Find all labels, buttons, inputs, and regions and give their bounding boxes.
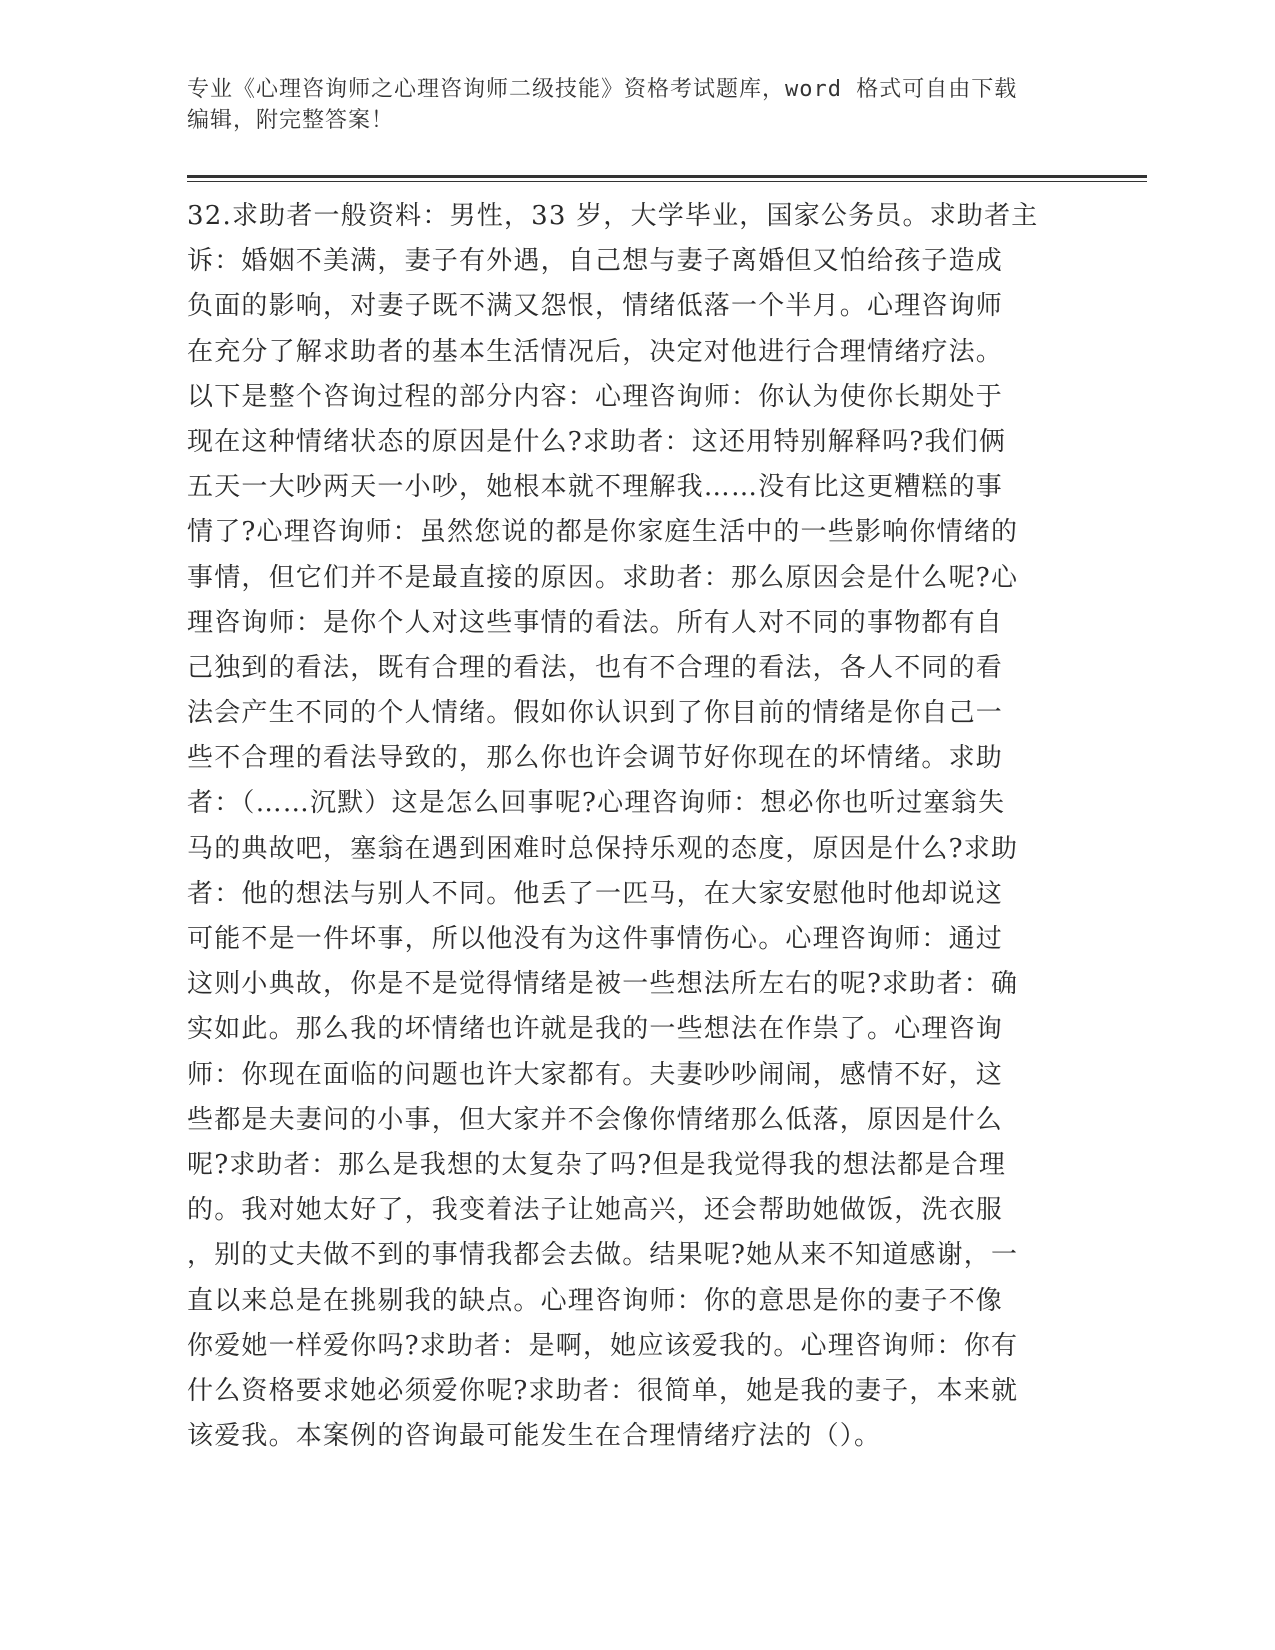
question-32-text bbox=[187, 194, 1067, 1459]
header-line-1: 专业《心理咨询师之心理咨询师二级技能》资格考试题库，word 格式可自由下载 bbox=[187, 77, 1018, 102]
question-line: 在充分了解求助者的基本生活情况后，决定对他进行合理情绪疗法。 bbox=[187, 336, 1004, 367]
question-line: 负面的影响，对妻子既不满又怨恨，情绪低落一个半月。心理咨询师 bbox=[187, 291, 1004, 322]
question-line: 现在这种情绪状态的原因是什么?求助者：这还用特别解释吗?我们俩 bbox=[187, 426, 1007, 457]
question-line: 五天一大吵两天一小吵，她根本就不理解我……没有比这更糟糕的事 bbox=[187, 472, 1004, 503]
question-line: 32.求助者一般资料：男性，33 岁，大学毕业，国家公务员。求助者主 bbox=[187, 201, 1039, 231]
question-line: 师：你现在面临的问题也许大家都有。夫妻吵吵闹闹，感情不好，这 bbox=[187, 1059, 1004, 1090]
question-line: 情了?心理咨询师：虽然您说的都是你家庭生活中的一些影响你情绪的 bbox=[187, 517, 1019, 548]
question-line: 的。我对她太好了，我变着法子让她高兴，还会帮助她做饭，洗衣服 bbox=[187, 1195, 1004, 1226]
question-line: 己独到的看法，既有合理的看法，也有不合理的看法，各人不同的看 bbox=[187, 652, 1004, 683]
question-line: 马的典故吧，塞翁在遇到困难时总保持乐观的态度，原因是什么?求助 bbox=[187, 833, 1019, 864]
question-line: 诉：婚姻不美满，妻子有外遇，自己想与妻子离婚但又怕给孩子造成 bbox=[187, 246, 1004, 277]
question-line: 些不合理的看法导致的，那么你也许会调节好你现在的坏情绪。求助 bbox=[187, 743, 1004, 774]
header-line-2: 编辑，附完整答案！ bbox=[187, 108, 395, 133]
question-line: 可能不是一件坏事，所以他没有为这件事情伤心。心理咨询师：通过 bbox=[187, 924, 1004, 954]
question-line: 者：他的想法与别人不同。他丢了一匹马，在大家安慰他时他却说这 bbox=[187, 878, 1004, 909]
question-line: 者：（……沉默）这是怎么回事呢?心理咨询师：想必你也听过塞翁失 bbox=[187, 788, 1006, 819]
question-line: 你爱她一样爱你吗?求助者：是啊，她应该爱我的。心理咨询师：你有 bbox=[187, 1330, 1019, 1361]
question-line: 直以来总是在挑剔我的缺点。心理咨询师：你的意思是你的妻子不像 bbox=[187, 1285, 1004, 1316]
question-line: 法会产生不同的个人情绪。假如你认识到了你目前的情绪是你自己一 bbox=[187, 698, 1004, 729]
header-divider-thin bbox=[187, 181, 1147, 182]
question-line: 什么资格要求她必须爱你呢?求助者：很简单，她是我的妻子，本来就 bbox=[187, 1375, 1019, 1406]
question-line: 以下是整个咨询过程的部分内容：心理咨询师：你认为使你长期处于 bbox=[187, 381, 1004, 412]
question-line: ，别的丈夫做不到的事情我都会去做。结果呢?她从来不知道感谢，一 bbox=[187, 1240, 1019, 1271]
question-line: 理咨询师：是你个人对这些事情的看法。所有人对不同的事物都有自 bbox=[187, 607, 1004, 638]
question-line: 呢?求助者：那么是我想的太复杂了吗?但是我觉得我的想法都是合理 bbox=[187, 1149, 1007, 1180]
question-line: 实如此。那么我的坏情绪也许就是我的一些想法在作祟了。心理咨询 bbox=[187, 1014, 1004, 1045]
header-divider-thick bbox=[187, 175, 1147, 178]
question-line: 该爱我。本案例的咨询最可能发生在合理情绪疗法的（）。 bbox=[187, 1421, 882, 1452]
page-header bbox=[187, 74, 1067, 136]
question-line: 些都是夫妻问的小事，但大家并不会像你情绪那么低落，原因是什么 bbox=[187, 1104, 1004, 1135]
question-line: 事情，但它们并不是最直接的原因。求助者：那么原因会是什么呢?心 bbox=[187, 562, 1019, 593]
question-line: 这则小典故，你是不是觉得情绪是被一些想法所左右的呢?求助者：确 bbox=[187, 969, 1019, 1000]
